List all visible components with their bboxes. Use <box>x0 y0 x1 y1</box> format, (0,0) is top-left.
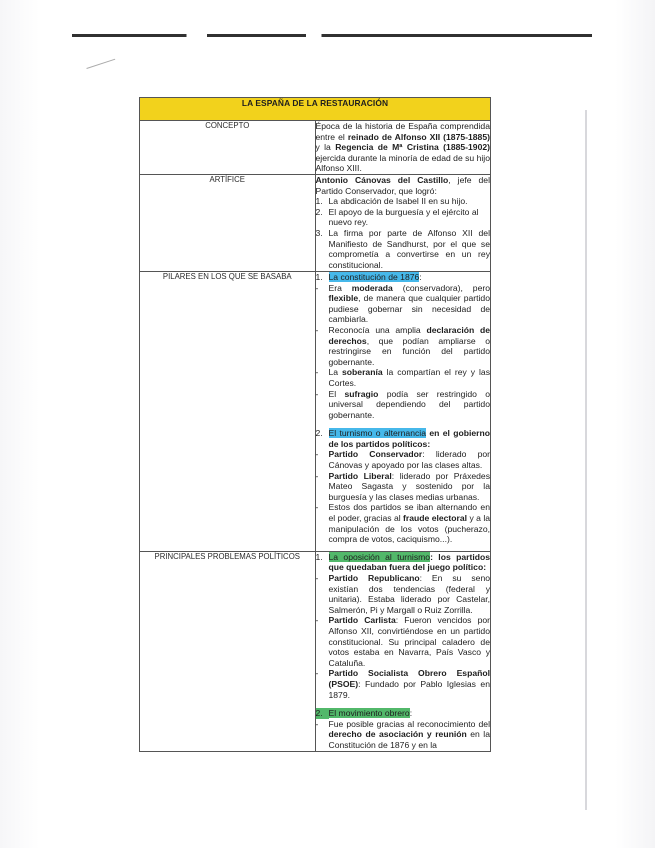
row-problemas <box>140 551 491 751</box>
table-title: LA ESPAÑA DE LA RESTAURACIÓN <box>140 98 491 121</box>
page-right-edge <box>585 110 587 810</box>
label-artifice: ARTÍFICE <box>140 174 316 271</box>
list-item: - La soberanía la compartían el rey y las Cortes. <box>315 367 490 388</box>
page-top-edge <box>72 34 592 37</box>
title-row <box>140 98 491 121</box>
label-concepto: CONCEPTO <box>140 121 316 175</box>
list-item: - Fue posible gracias al reconocimiento del derecho de asociación y reunión en la Constitución de 1876 y en la <box>315 718 490 750</box>
list-item: - Partido Socialista Obrero Español (PSOE): Fundado por Pablo Iglesias en 1879. <box>315 668 490 700</box>
section-heading: 1. La oposición al turnismo: los partidos que quedaban fuera del juego político: <box>315 551 490 573</box>
section-heading: 1. La constitución de 1876: <box>315 271 422 282</box>
list-item: - El sufragio podía ser restringido o universal dependiendo del partido gobernante. <box>315 388 490 420</box>
row-concepto <box>140 121 491 175</box>
pen-mark <box>86 59 119 83</box>
list-item: - Estos dos partidos se iban alternando en el poder, gracias al fraude electoral y a la manipulación de los votos (pucherazo, compra de votos, caciquismo...). <box>315 502 491 545</box>
label-pilares: PILARES EN LOS QUE SE BASABA <box>140 271 316 551</box>
content-problemas <box>315 551 491 751</box>
list-item: - Era moderada (conservadora), pero flexible, de manera que cualquier partido pudiese gobernar sin necesidad de cambiarla. <box>315 282 490 325</box>
section-heading: 2. El movimiento obrero: <box>315 708 413 719</box>
list-item: 3. La firma por parte de Alfonso XII del Manifiesto de Sandhurst, por el que se comprometía a convertirse en un rey constitucional. <box>315 227 490 270</box>
list-item: - Partido Republicano: En su seno existían dos tendencias (federal y unitaria). Estaba liderado por Castelar, Salmerón, Pi y Margall o Ruiz Zorrilla. <box>315 573 490 615</box>
content-pilares <box>315 271 491 551</box>
list-item: - Partido Conservador: liderado por Cánovas y apoyado por las clases altas. <box>315 449 490 471</box>
row-pilares <box>140 271 491 551</box>
content-artifice <box>315 174 491 271</box>
artifice-intro: Antonio Cánovas del Castillo, jefe del Partido Conservador, que logró: <box>315 174 490 196</box>
list-item: - Reconocía una amplia declaración de derechos, que podían ampliarse o restringirse en función del partido gobernante. <box>315 324 491 367</box>
section-heading: 2. El turnismo o alternancia en el gobierno de los partidos políticos: <box>315 428 490 449</box>
list-item: 1. La abdicación de Isabel II en su hijo. <box>315 196 468 207</box>
label-problemas: PRINCIPALES PROBLEMAS POLÍTICOS <box>140 551 316 751</box>
content-concepto: Época de la historia de España comprendida entre el reinado de Alfonso XII (1875-1885) y la Regencia de Mª Cristina (1885-1902) ejercida durante la minoría de edad de su hijo Alfonso XIII. <box>315 121 491 174</box>
row-artifice <box>140 174 491 271</box>
list-item: - Partido Liberal: liderado por Práxedes Mateo Sagasta y sostenido por la burguesía y las clases medias urbanas. <box>315 470 491 502</box>
restauracion-table <box>139 97 491 752</box>
list-item: 2. El apoyo de la burguesía y el ejército al nuevo rey. <box>315 206 479 228</box>
list-item: - Partido Carlista: Fueron vencidos por Alfonso XII, convirtiéndose en un partido constitucional. Su principal caladero de votos estaba en Navarra, País Vasco y Cataluña. <box>315 615 490 668</box>
